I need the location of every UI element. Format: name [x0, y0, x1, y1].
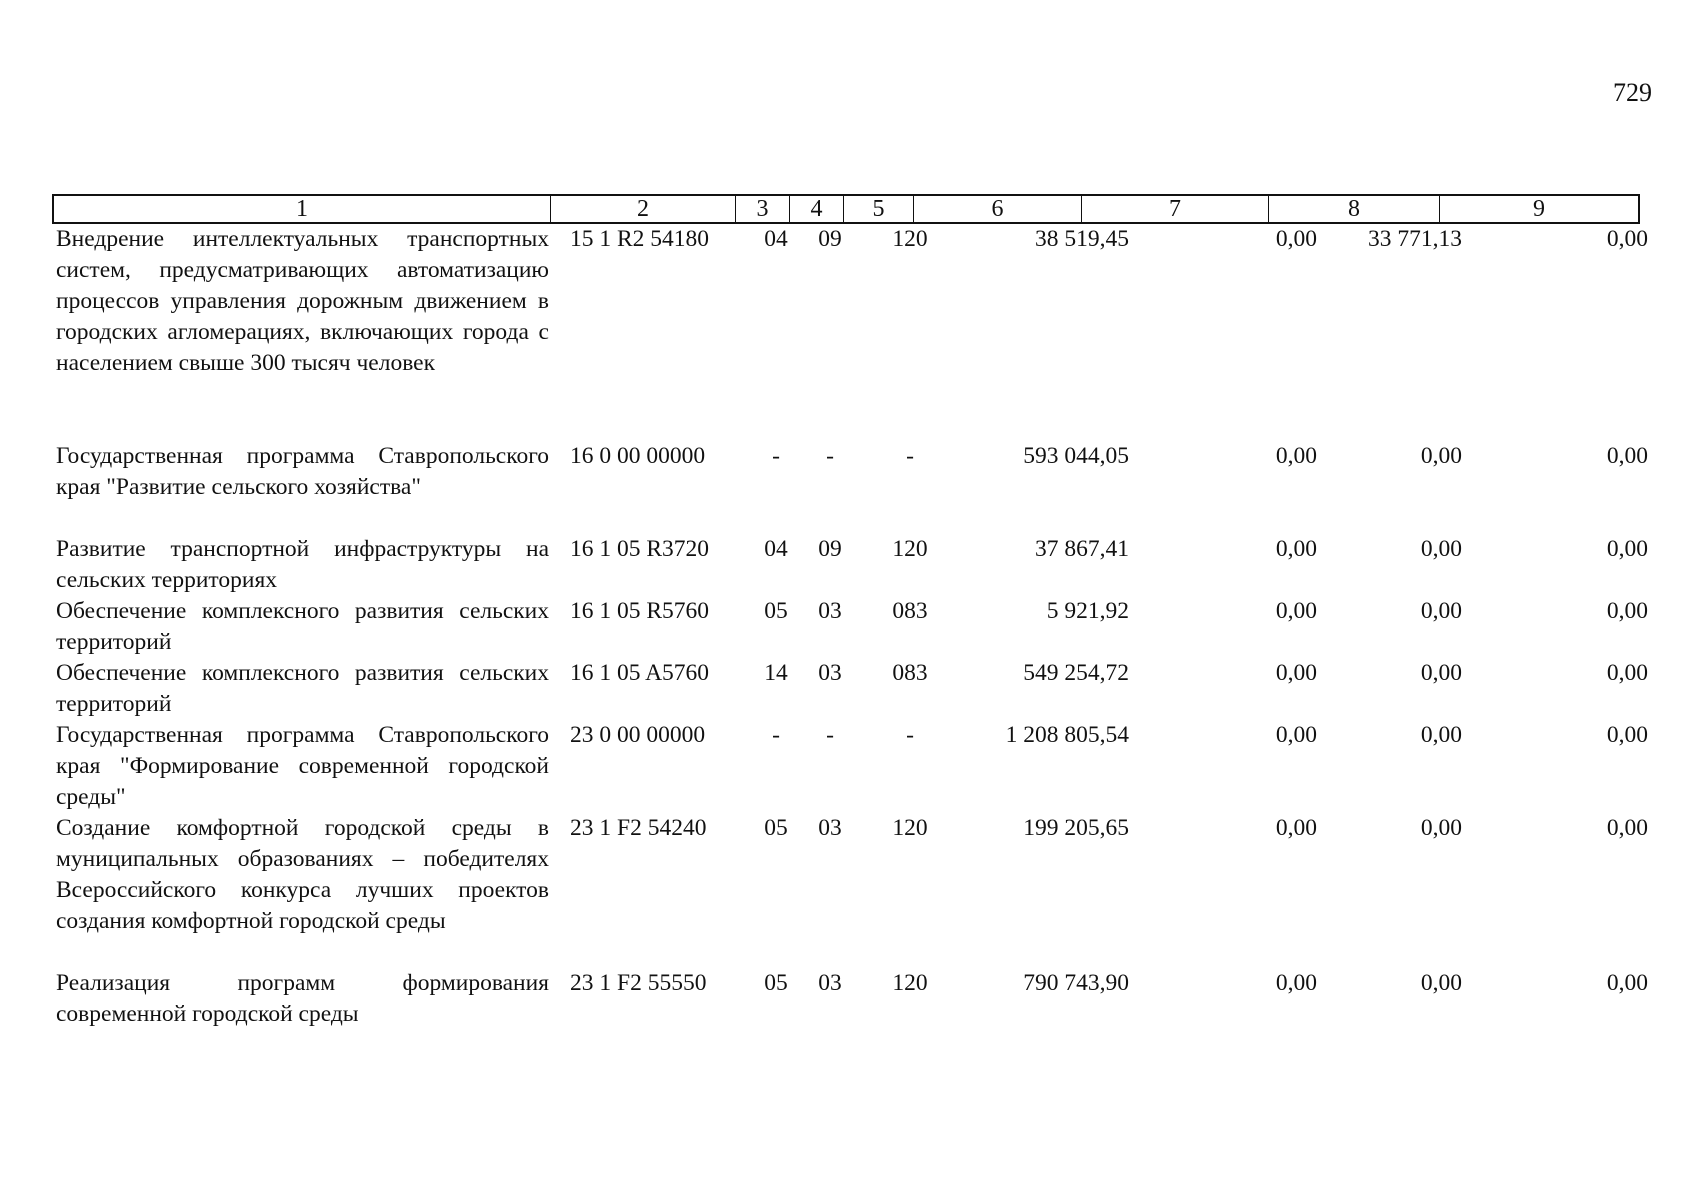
row-name: Развитие транспортной инфраструктуры на сельских территориях — [56, 536, 549, 593]
row-col-6: 1 208 805,54 — [1005, 722, 1129, 748]
row-code: 23 0 00 00000 — [570, 722, 706, 748]
row-name: Обеспечение комплексного развития сельских территорий — [56, 660, 549, 717]
row-col-3: - — [772, 722, 780, 748]
page-number: 729 — [1613, 78, 1652, 107]
row-col-8: 0,00 — [1420, 443, 1462, 469]
row-col-3: 05 — [764, 815, 788, 841]
row-col-8: 0,00 — [1420, 660, 1462, 686]
row-col-9: 0,00 — [1606, 598, 1648, 624]
row-col-6: 790 743,90 — [1023, 970, 1129, 996]
header-col-3: 3 — [736, 196, 790, 222]
row-col-5: 120 — [892, 815, 928, 841]
row-col-5: 120 — [892, 536, 928, 562]
row-name-line-2: современной городской среды — [56, 1001, 359, 1027]
row-col-3: - — [772, 443, 780, 469]
row-col-9: 0,00 — [1606, 722, 1648, 748]
row-col-6: 199 205,65 — [1023, 815, 1129, 841]
row-name-line-1: Реализация программ формирования — [56, 970, 549, 996]
row-col-3: 05 — [764, 598, 788, 624]
row-col-8: 0,00 — [1420, 536, 1462, 562]
header-col-8: 8 — [1269, 196, 1440, 222]
row-col-5: - — [906, 722, 914, 748]
row-col-5: 120 — [892, 970, 928, 996]
header-col-2: 2 — [551, 196, 736, 222]
header-col-4: 4 — [790, 196, 844, 222]
row-col-6: 593 044,05 — [1023, 443, 1129, 469]
row-code: 23 1 F2 55550 — [570, 970, 707, 996]
row-col-5: 083 — [892, 660, 928, 686]
row-col-9: 0,00 — [1606, 660, 1648, 686]
row-col-7: 0,00 — [1275, 722, 1317, 748]
row-col-8: 33 771,13 — [1368, 226, 1462, 252]
row-col-9: 0,00 — [1606, 970, 1648, 996]
row-code: 16 0 00 00000 — [570, 443, 706, 469]
row-col-7: 0,00 — [1275, 815, 1317, 841]
row-name: Внедрение интеллектуальных транспортных систем, предусматривающих автоматизацию процессов управления дорожным движением в городских агломерациях, включающих города с населением свыше 300 тысяч человек — [56, 226, 549, 376]
row-code: 15 1 R2 54180 — [570, 226, 710, 252]
row-col-7: 0,00 — [1275, 226, 1317, 252]
table-header — [52, 194, 1640, 224]
header-col-1: 1 — [54, 196, 551, 222]
row-col-8: 0,00 — [1420, 970, 1462, 996]
row-col-9: 0,00 — [1606, 536, 1648, 562]
row-col-4: - — [826, 722, 834, 748]
row-code: 16 1 05 R3720 — [570, 536, 710, 562]
row-col-3: 14 — [764, 660, 788, 686]
row-col-5: 083 — [892, 598, 928, 624]
header-col-7: 7 — [1082, 196, 1269, 222]
row-col-4: 03 — [818, 598, 842, 624]
row-col-3: 05 — [764, 970, 788, 996]
row-name — [56, 968, 549, 1030]
row-col-3: 04 — [764, 226, 788, 252]
row-col-7: 0,00 — [1275, 536, 1317, 562]
row-col-4: 09 — [818, 536, 842, 562]
row-col-5: 120 — [892, 226, 928, 252]
row-col-4: 09 — [818, 226, 842, 252]
row-col-7: 0,00 — [1275, 443, 1317, 469]
row-col-6: 37 867,41 — [1035, 536, 1129, 562]
row-code: 23 1 F2 54240 — [570, 815, 707, 841]
row-col-5: - — [906, 443, 914, 469]
row-col-8: 0,00 — [1420, 598, 1462, 624]
row-col-8: 0,00 — [1420, 722, 1462, 748]
row-col-7: 0,00 — [1275, 660, 1317, 686]
row-col-4: 03 — [818, 970, 842, 996]
row-col-6: 549 254,72 — [1023, 660, 1129, 686]
row-code: 16 1 05 R5760 — [570, 598, 710, 624]
row-name: Государственная программа Ставропольского края "Формирование современной городской среды" — [56, 722, 549, 810]
row-col-9: 0,00 — [1606, 226, 1648, 252]
row-col-9: 0,00 — [1606, 443, 1648, 469]
row-col-6: 38 519,45 — [1035, 226, 1129, 252]
row-col-4: 03 — [818, 815, 842, 841]
header-col-5: 5 — [844, 196, 914, 222]
row-name: Государственная программа Ставропольского края "Развитие сельского хозяйства" — [56, 443, 549, 500]
row-col-6: 5 921,92 — [1046, 598, 1129, 624]
row-col-4: - — [826, 443, 834, 469]
row-code: 16 1 05 A5760 — [570, 660, 710, 686]
row-col-3: 04 — [764, 536, 788, 562]
row-col-9: 0,00 — [1606, 815, 1648, 841]
row-name: Обеспечение комплексного развития сельских территорий — [56, 598, 549, 655]
row-col-8: 0,00 — [1420, 815, 1462, 841]
row-col-4: 03 — [818, 660, 842, 686]
row-col-7: 0,00 — [1275, 598, 1317, 624]
header-col-6: 6 — [914, 196, 1082, 222]
row-name: Создание комфортной городской среды в муниципальных образованиях – победителях Всероссийского конкурса лучших проектов создания комфортной городской среды — [56, 815, 549, 934]
header-col-9: 9 — [1533, 196, 1545, 222]
row-col-7: 0,00 — [1275, 970, 1317, 996]
